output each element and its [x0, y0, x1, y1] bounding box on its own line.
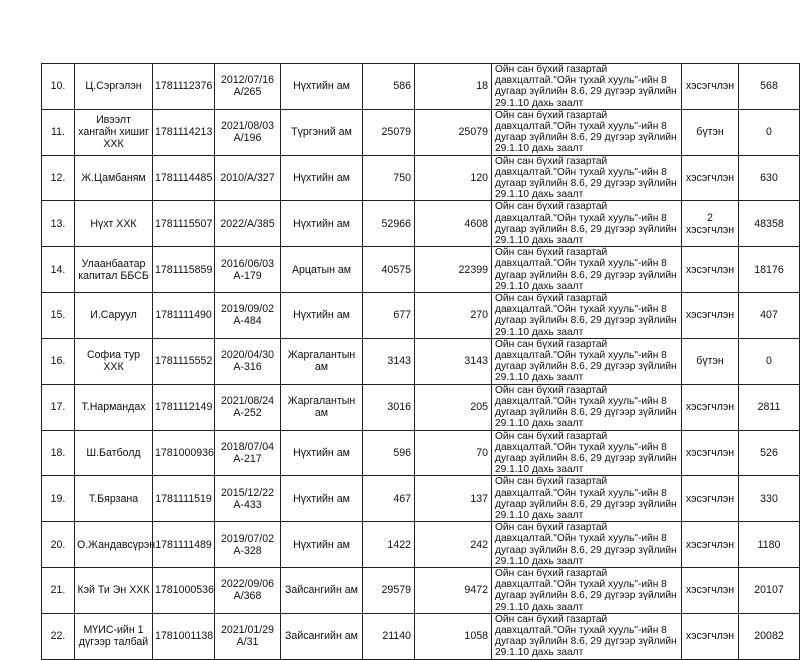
decision-date: 2010/А/327 [215, 155, 281, 201]
table-row [42, 155, 800, 201]
remaining-area: 0 [739, 338, 800, 384]
owner-name: Ш.Батболд [75, 430, 153, 476]
row-number: 12. [42, 155, 75, 201]
total-area: 29579 [363, 567, 415, 613]
location: Зайсангийн ам [281, 613, 363, 659]
table-row [42, 522, 800, 568]
row-number: 19. [42, 476, 75, 522]
overlap-area: 205 [415, 384, 492, 430]
registration-number: 1781111519 [153, 476, 215, 522]
remaining-area: 630 [739, 155, 800, 201]
registration-number: 1781112149 [153, 384, 215, 430]
row-number: 14. [42, 247, 75, 293]
document-page [41, 63, 784, 660]
registration-number: 1781115552 [153, 338, 215, 384]
table-row [42, 384, 800, 430]
registration-number: 1781000536 [153, 567, 215, 613]
total-area: 21140 [363, 613, 415, 659]
overlap-area: 242 [415, 522, 492, 568]
row-number: 13. [42, 201, 75, 247]
decision-date: 2015/12/22 А-433 [215, 476, 281, 522]
table-row [42, 64, 800, 110]
table-row [42, 293, 800, 339]
overlap-area: 270 [415, 293, 492, 339]
legal-basis: Ойн сан бүхий газартай давхцалтай."Ойн тухай хууль"-ийн 8 дугаар зүйлийн 8.6, 29 дүгээр зүйлийн 29.1.10 дахь заалт [492, 247, 682, 293]
registration-number: 1781114485 [153, 155, 215, 201]
registration-number: 1781000936 [153, 430, 215, 476]
overlap-status: 2 хэсэгчлэн [682, 201, 739, 247]
legal-basis: Ойн сан бүхий газартай давхцалтай."Ойн тухай хууль"-ийн 8 дугаар зүйлийн 8.6, 29 дүгээр зүйлийн 29.1.10 дахь заалт [492, 613, 682, 659]
owner-name: Нүхт ХХК [75, 201, 153, 247]
decision-date: 2019/07/02 А-328 [215, 522, 281, 568]
overlap-status: хэсэгчлэн [682, 293, 739, 339]
location: Зайсангийн ам [281, 567, 363, 613]
table-row [42, 201, 800, 247]
total-area: 750 [363, 155, 415, 201]
legal-basis: Ойн сан бүхий газартай давхцалтай."Ойн тухай хууль"-ийн 8 дугаар зүйлийн 8.6, 29 дүгээр зүйлийн 29.1.10 дахь заалт [492, 109, 682, 155]
legal-basis: Ойн сан бүхий газартай давхцалтай."Ойн тухай хууль"-ийн 8 дугаар зүйлийн 8.6, 29 дүгээр зүйлийн 29.1.10 дахь заалт [492, 430, 682, 476]
location: Нүхтийн ам [281, 201, 363, 247]
owner-name: Т.Нармандах [75, 384, 153, 430]
row-number: 16. [42, 338, 75, 384]
legal-basis: Ойн сан бүхий газартай давхцалтай."Ойн тухай хууль"-ийн 8 дугаар зүйлийн 8.6, 29 дүгээр зүйлийн 29.1.10 дахь заалт [492, 522, 682, 568]
remaining-area: 0 [739, 109, 800, 155]
overlap-status: хэсэгчлэн [682, 430, 739, 476]
registration-number: 1781115859 [153, 247, 215, 293]
table-row [42, 613, 800, 659]
location: Түргэний ам [281, 109, 363, 155]
overlap-status: бүтэн [682, 338, 739, 384]
table-row [42, 338, 800, 384]
remaining-area: 48358 [739, 201, 800, 247]
owner-name: Ивээлт хангайн хишиг ХХК [75, 109, 153, 155]
total-area: 40575 [363, 247, 415, 293]
row-number: 11. [42, 109, 75, 155]
registration-number: 1781111489 [153, 522, 215, 568]
overlap-status: хэсэгчлэн [682, 384, 739, 430]
decision-date: 2022/09/06 А/368 [215, 567, 281, 613]
registration-number: 1781111490 [153, 293, 215, 339]
decision-date: 2021/01/29 А/31 [215, 613, 281, 659]
legal-basis: Ойн сан бүхий газартай давхцалтай."Ойн тухай хууль"-ийн 8 дугаар зүйлийн 8.6, 29 дүгээр зүйлийн 29.1.10 дахь заалт [492, 201, 682, 247]
owner-name: И.Саруул [75, 293, 153, 339]
legal-basis: Ойн сан бүхий газартай давхцалтай."Ойн тухай хууль"-ийн 8 дугаар зүйлийн 8.6, 29 дүгээр зүйлийн 29.1.10 дахь заалт [492, 476, 682, 522]
total-area: 52966 [363, 201, 415, 247]
location: Нүхтийн ам [281, 430, 363, 476]
registration-number: 1781001138 [153, 613, 215, 659]
decision-date: 2022/А/385 [215, 201, 281, 247]
total-area: 25079 [363, 109, 415, 155]
remaining-area: 2811 [739, 384, 800, 430]
overlap-area: 137 [415, 476, 492, 522]
overlap-status: бүтэн [682, 109, 739, 155]
registration-number: 1781112376 [153, 64, 215, 110]
decision-date: 2016/06/03 А-179 [215, 247, 281, 293]
total-area: 1422 [363, 522, 415, 568]
legal-basis: Ойн сан бүхий газартай давхцалтай."Ойн тухай хууль"-ийн 8 дугаар зүйлийн 8.6, 29 дүгээр зүйлийн 29.1.10 дахь заалт [492, 338, 682, 384]
owner-name: Ж.Цамбаням [75, 155, 153, 201]
table-row [42, 247, 800, 293]
row-number: 15. [42, 293, 75, 339]
remaining-area: 568 [739, 64, 800, 110]
overlap-area: 4608 [415, 201, 492, 247]
location: Жаргалантын ам [281, 338, 363, 384]
decision-date: 2021/08/03 А/196 [215, 109, 281, 155]
registration-number: 1781115507 [153, 201, 215, 247]
total-area: 596 [363, 430, 415, 476]
legal-basis: Ойн сан бүхий газартай давхцалтай."Ойн тухай хууль"-ийн 8 дугаар зүйлийн 8.6, 29 дүгээр зүйлийн 29.1.10 дахь заалт [492, 567, 682, 613]
row-number: 20. [42, 522, 75, 568]
table-row [42, 567, 800, 613]
row-number: 22. [42, 613, 75, 659]
owner-name: МҮИС-ийн 1 дүгээр талбай [75, 613, 153, 659]
location: Жаргалантын ам [281, 384, 363, 430]
overlap-area: 3143 [415, 338, 492, 384]
decision-date: 2019/09/02 А-484 [215, 293, 281, 339]
table-body [42, 64, 800, 660]
remaining-area: 18176 [739, 247, 800, 293]
location: Нүхтийн ам [281, 522, 363, 568]
owner-name: Ц.Сэргэлэн [75, 64, 153, 110]
legal-basis: Ойн сан бүхий газартай давхцалтай."Ойн тухай хууль"-ийн 8 дугаар зүйлийн 8.6, 29 дүгээр зүйлийн 29.1.10 дахь заалт [492, 384, 682, 430]
overlap-area: 70 [415, 430, 492, 476]
row-number: 10. [42, 64, 75, 110]
location: Нүхтийн ам [281, 476, 363, 522]
overlap-status: хэсэгчлэн [682, 476, 739, 522]
overlap-area: 9472 [415, 567, 492, 613]
decision-date: 2020/04/30 А-316 [215, 338, 281, 384]
overlap-status: хэсэгчлэн [682, 64, 739, 110]
location: Нүхтийн ам [281, 155, 363, 201]
table-row [42, 430, 800, 476]
land-overlap-table [41, 63, 800, 660]
location: Нүхтийн ам [281, 293, 363, 339]
total-area: 3016 [363, 384, 415, 430]
table-row [42, 476, 800, 522]
total-area: 677 [363, 293, 415, 339]
owner-name: О.Жандавсүрэн [75, 522, 153, 568]
overlap-status: хэсэгчлэн [682, 155, 739, 201]
owner-name: Софиа тур ХХК [75, 338, 153, 384]
owner-name: Улаанбаатар капитал ББСБ [75, 247, 153, 293]
legal-basis: Ойн сан бүхий газартай давхцалтай."Ойн тухай хууль"-ийн 8 дугаар зүйлийн 8.6, 29 дүгээр зүйлийн 29.1.10 дахь заалт [492, 64, 682, 110]
decision-date: 2012/07/16 А/265 [215, 64, 281, 110]
location: Нүхтийн ам [281, 64, 363, 110]
row-number: 17. [42, 384, 75, 430]
owner-name: Т.Бярзана [75, 476, 153, 522]
row-number: 21. [42, 567, 75, 613]
overlap-area: 120 [415, 155, 492, 201]
remaining-area: 407 [739, 293, 800, 339]
remaining-area: 20107 [739, 567, 800, 613]
table-row [42, 109, 800, 155]
overlap-area: 25079 [415, 109, 492, 155]
legal-basis: Ойн сан бүхий газартай давхцалтай."Ойн тухай хууль"-ийн 8 дугаар зүйлийн 8.6, 29 дүгээр зүйлийн 29.1.10 дахь заалт [492, 155, 682, 201]
remaining-area: 526 [739, 430, 800, 476]
total-area: 3143 [363, 338, 415, 384]
total-area: 467 [363, 476, 415, 522]
total-area: 586 [363, 64, 415, 110]
overlap-status: хэсэгчлэн [682, 613, 739, 659]
overlap-area: 18 [415, 64, 492, 110]
remaining-area: 20082 [739, 613, 800, 659]
overlap-status: хэсэгчлэн [682, 567, 739, 613]
remaining-area: 1180 [739, 522, 800, 568]
location: Арцатын ам [281, 247, 363, 293]
legal-basis: Ойн сан бүхий газартай давхцалтай."Ойн тухай хууль"-ийн 8 дугаар зүйлийн 8.6, 29 дүгээр зүйлийн 29.1.10 дахь заалт [492, 293, 682, 339]
owner-name: Кэй Ти Эн ХХК [75, 567, 153, 613]
remaining-area: 330 [739, 476, 800, 522]
overlap-status: хэсэгчлэн [682, 247, 739, 293]
decision-date: 2018/07/04 А-217 [215, 430, 281, 476]
registration-number: 1781114213 [153, 109, 215, 155]
overlap-area: 1058 [415, 613, 492, 659]
overlap-status: хэсэгчлэн [682, 522, 739, 568]
row-number: 18. [42, 430, 75, 476]
overlap-area: 22399 [415, 247, 492, 293]
decision-date: 2021/08/24 А-252 [215, 384, 281, 430]
